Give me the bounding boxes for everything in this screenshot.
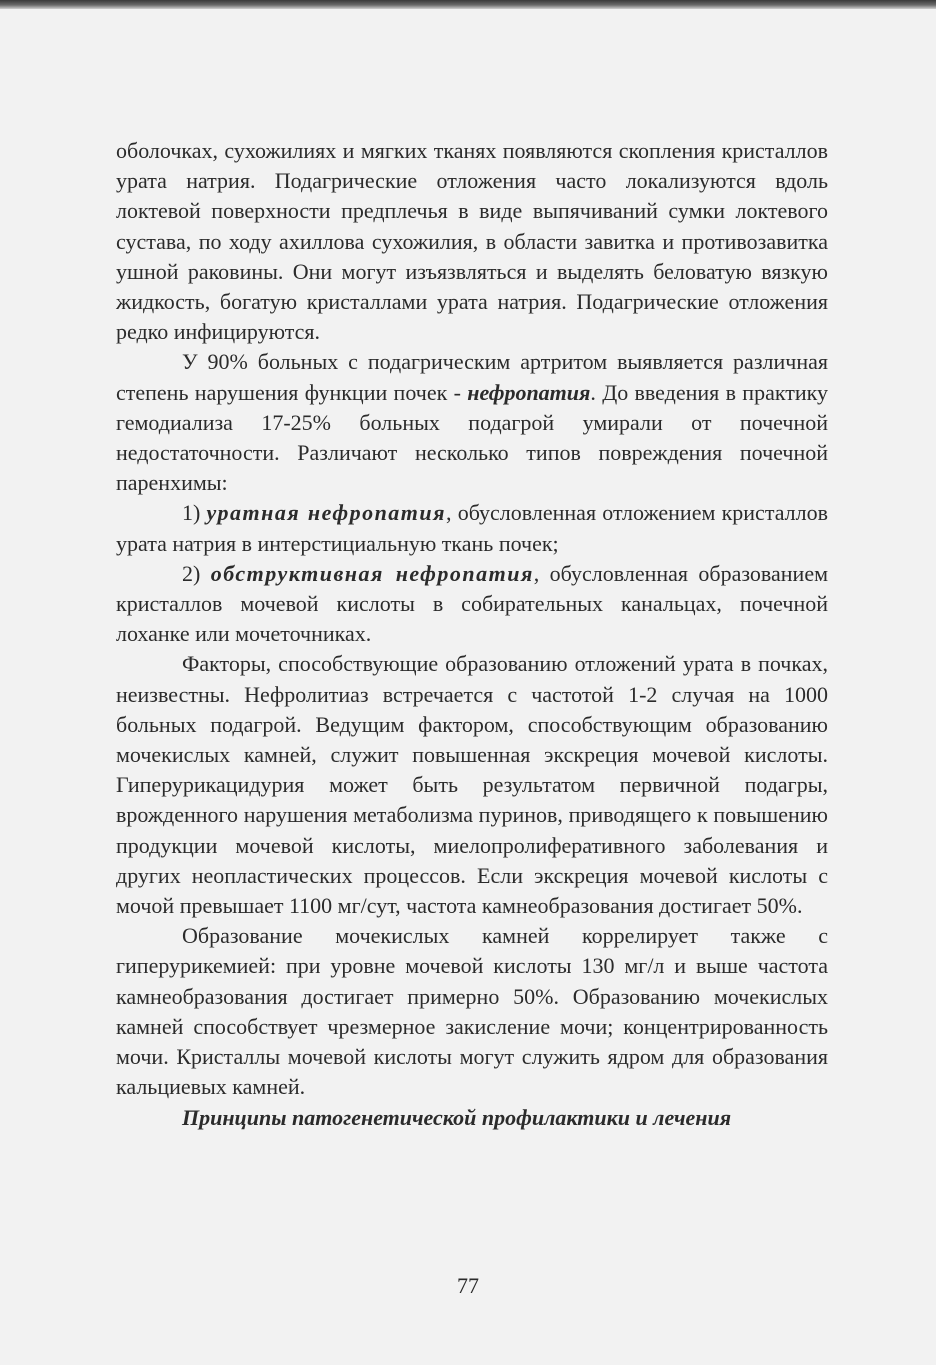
page-number: 77 [457,1273,479,1298]
scan-top-edge [0,0,936,9]
list-number: 2) [182,560,211,586]
paragraph-gout-deposits: оболочках, сухожилиях и мягких тканях появляются скопления кристаллов урата натрия. Подагрические отложения часто локализуются вдоль локтевой поверхности предплечья в виде выпячиваний сумки локтевого сустава, по ходу ахиллова сухожилия, в области завитка и противозавитка ушной раковины. Они могут изъязвляться и выделять беловатую вязкую жидкость, богатую кристаллами урата натрия. Подагрические отложения редко инфицируются. [116,138,828,345]
paragraph-nephropathy-intro [116,347,828,498]
list-item-urate-nephropathy [116,498,828,558]
list-text: , обусловленная отложением кристаллов урата натрия в интерстициальную ткань почек; [116,500,829,556]
page-body [116,136,828,1133]
list-item-obstructive-nephropathy [116,559,828,650]
list-number: 1) [182,500,207,526]
term-nephropathy: нефропатия [467,379,591,405]
term-obstructive-nephropathy: обструктивная нефропатия [210,560,534,586]
paragraph-nephrolithiasis: Факторы, способствующие образованию отложений урата в почках, неизвестны. Нефролитиаз встречается с частотой 1-2 случая на 1000 больных подагрой. Ведущим фактором, способствующим образованию мочекислых камней, служит повышенная экскреция мочевой кислоты. Гиперурикацидурия может быть результатом первичной подагры, врожденного нарушения метаболизма пуринов, приводящего к повышению продукции мочевой кислоты, миелопролиферативного заболевания и других неопластических процессов. Если экскреция мочевой кислоты с мочой превышает 1100 мг/сут, частота камнеобразования достигает 50%. [116,651,828,919]
list-text: , обусловленная образованием кристаллов мочевой кислоты в собирательных канальцах, почечной лоханке или мочеточниках. [116,560,829,647]
term-urate-nephropathy: уратная нефропатия [206,500,446,526]
paragraph-text: . До введения в практику гемодиализа 17-25% больных подагрой умирали от почечной недостаточности. Различают несколько типов повреждения почечной паренхимы: [116,379,829,496]
paragraph-hyperuricemia: Образование мочекислых камней коррелирует также с гиперурикемией: при уровне мочевой кислоты 130 мг/л и выше частота камнеобразования достигает примерно 50%. Образованию мочекислых камней способствует чрезмерное закисление мочи; концентрированность мочи. Кристаллы мочевой кислоты могут служить ядром для образования кальциевых камней. [116,923,828,1100]
paragraph-text: У 90% больных с подагрическим артритом выявляется различная степень нарушения функции почек - [116,349,828,405]
section-heading: Принципы патогенетической профилактики и лечения [182,1104,732,1130]
